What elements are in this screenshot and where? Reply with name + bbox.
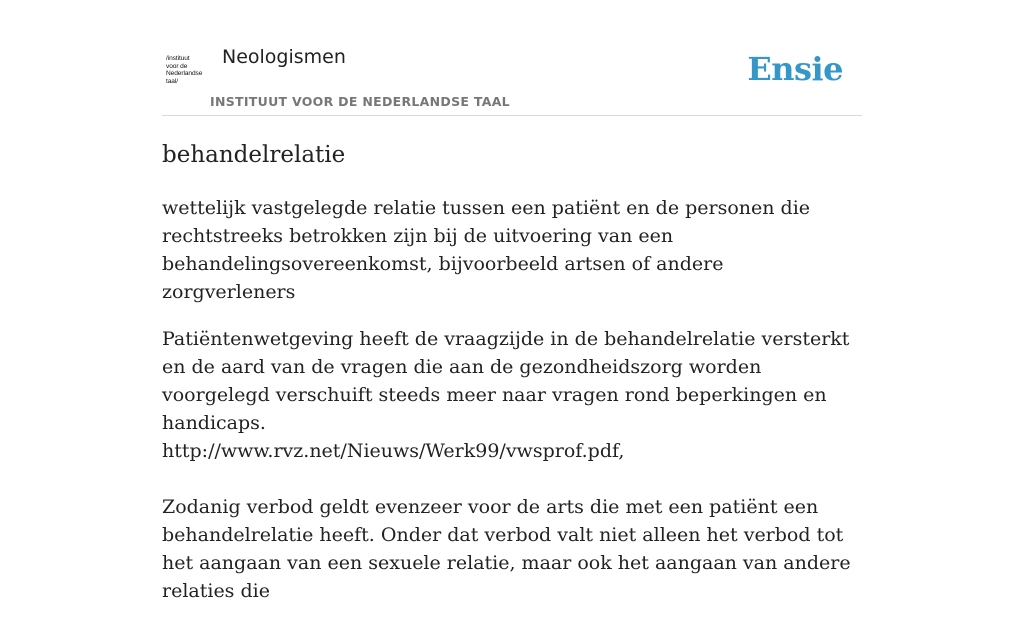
logo-line: taal/ xyxy=(166,77,178,85)
site-title-link[interactable]: Neologismen xyxy=(222,46,346,68)
logo-line: Nederlandse xyxy=(166,70,203,78)
quote-text: Zodanig verbod geldt evenzeer voor de arts die met een patiënt een behandelrelatie heeft. Onder dat verbod valt niet alleen het verbod tot het aangaan van een sexuele relatie, maar ook het aangaan van andere relaties die xyxy=(162,496,851,602)
site-subtitle: INSTITUUT VOOR DE NEDERLANDSE TAAL xyxy=(210,94,510,109)
quote-item xyxy=(162,325,862,465)
definition-text: wettelijk vastgelegde relatie tussen een patiënt en de personen die rechtstreeks betrokken zijn bij de uitvoering van een behandelingsovereenkomst, bijvoorbeeld artsen of andere zorgverleners xyxy=(162,197,811,303)
main-content xyxy=(162,40,862,633)
quote-source: http://www.rvz.net/Nieuws/Werk99/vwsprof.pdf, xyxy=(162,440,625,462)
quotes-section xyxy=(162,325,862,605)
ivdnt-logo[interactable] xyxy=(166,55,210,85)
logo-line: /instituut xyxy=(166,55,190,62)
quote-text: Patiëntenwetgeving heeft de vraagzijde in de behandelrelatie versterkt en de aard van de vragen die aan de gezondheidszorg worden voorgelegd verschuift steeds meer naar vragen rond beperkingen en handicaps. xyxy=(162,328,850,434)
ensie-logo-link[interactable]: Ensie xyxy=(747,50,843,88)
logo-line: voor de xyxy=(166,62,188,70)
site-header xyxy=(162,40,862,116)
quote-item xyxy=(162,493,862,605)
page-title: behandelrelatie xyxy=(162,142,346,168)
